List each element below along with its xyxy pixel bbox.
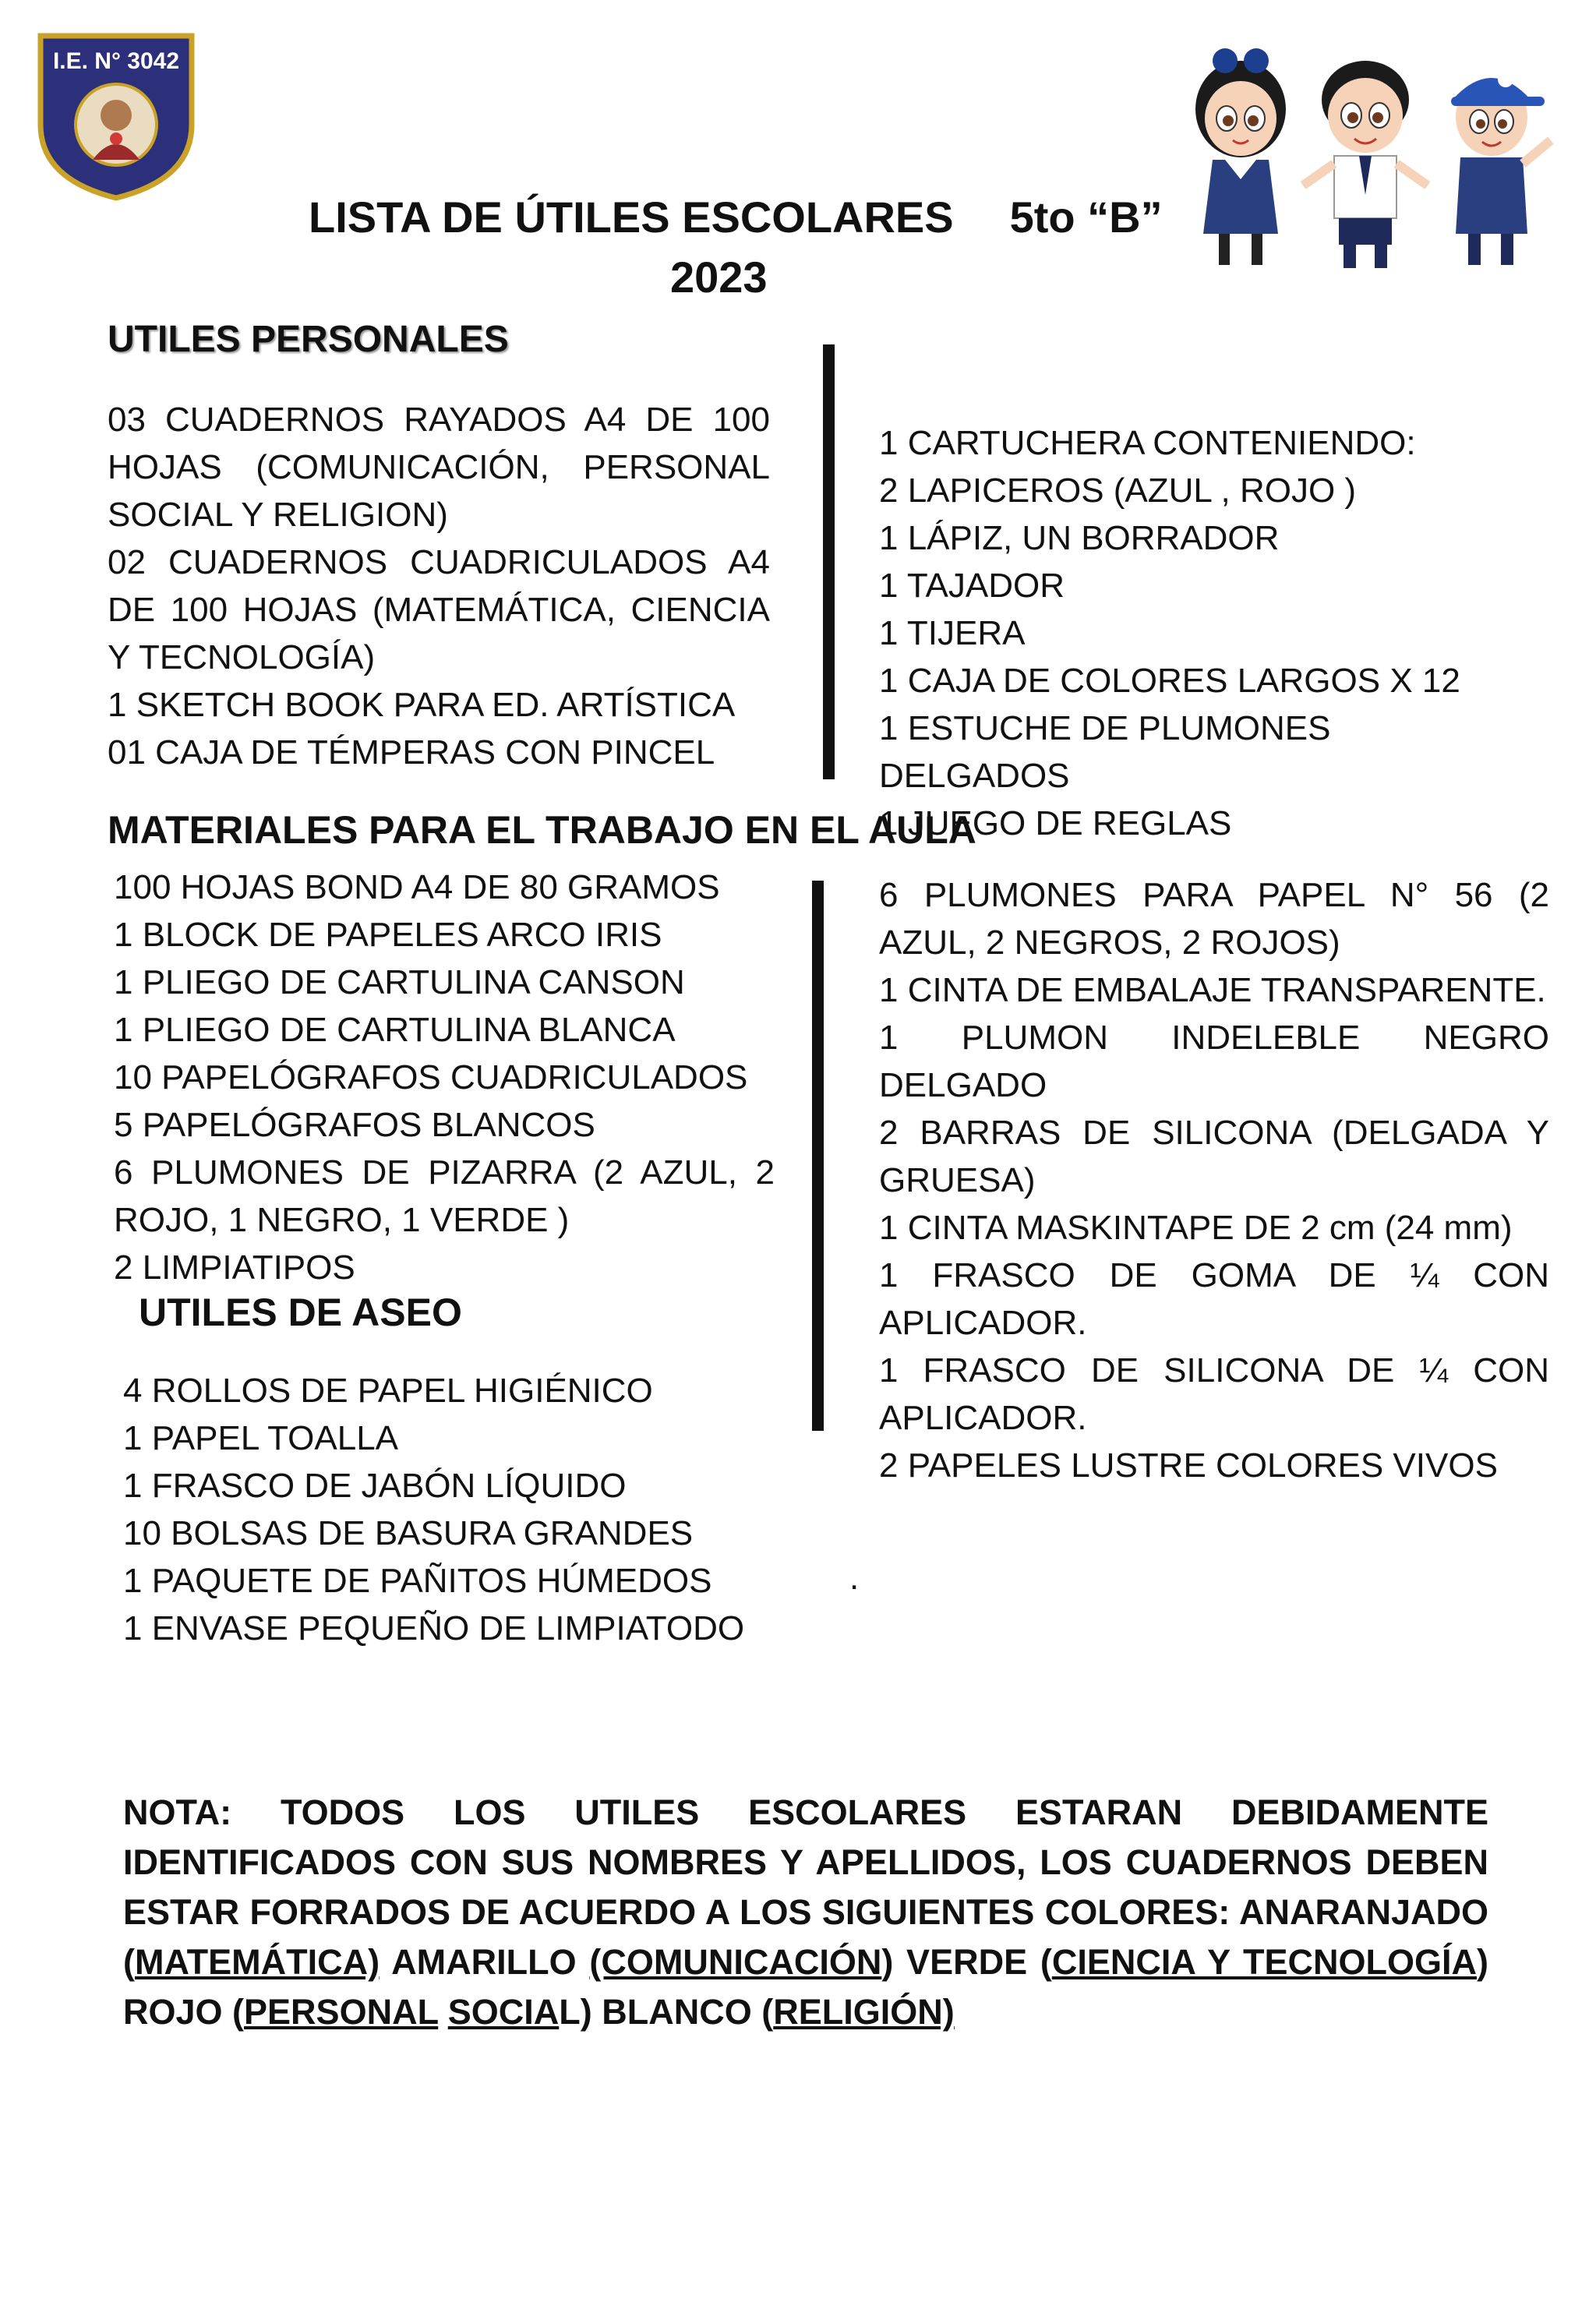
note-text: AMARILLO [380,1942,590,1982]
column-divider [823,344,835,779]
note-text: ) VERDE ( [881,1942,1052,1982]
note-underlined: SOCIA [447,1992,560,2032]
boy-figure [1303,61,1428,268]
list-item: 4 ROLLOS DE PAPEL HIGIÉNICO [123,1372,653,1410]
list-item: 1 LÁPIZ, UN BORRADOR [879,519,1280,557]
school-crest-logo [34,31,198,203]
list-item: 1 PLUMON INDELEBLE NEGRO DELGADO [879,1019,1549,1104]
list-item: 1 ENVASE PEQUEÑO DE LIMPIATODO [123,1609,745,1647]
list-item: 2 LIMPIATIPOS [114,1248,355,1287]
note-text: ) ROJO ( [123,1942,1489,2032]
list-item: 2 LAPICEROS (AZUL , ROJO ) [879,471,1357,510]
materials-list-right [879,871,1549,1489]
list-item: 1 PAPEL TOALLA [123,1419,399,1457]
section-heading-aseo: UTILES DE ASEO [139,1291,462,1334]
list-item: 1 CINTA MASKINTAPE DE 2 cm (24 mm) [879,1209,1513,1247]
title-text: LISTA DE ÚTILES ESCOLARES [309,192,954,242]
grade-label: 5to “B” [1009,192,1163,242]
note-underlined: MATEMÁTICA) [135,1942,380,1982]
note-underlined: (COMUNICACIÓN [589,1942,882,1982]
list-item: 10 BOLSAS DE BASURA GRANDES [123,1514,694,1552]
materials-list-left [114,863,775,1291]
list-item: 1 PLIEGO DE CARTULINA CANSON [114,963,685,1001]
column-divider [812,881,824,1431]
note-text [438,1992,448,2032]
girl-figure [1195,48,1286,265]
children-illustration [1178,47,1560,273]
list-item: 01 CAJA DE TÉMPERAS CON PINCEL [108,733,715,772]
list-item: 02 CUADERNOS CUADRICULADOS A4 DE 100 HOJAS (MATEMÁTICA, CIENCIA Y TECNOLOGÍA) [108,543,770,676]
boy-with-cap-figure [1451,72,1551,265]
personal-supplies-list-left [108,396,770,776]
list-item: 2 PAPELES LUSTRE COLORES VIVOS [879,1446,1498,1485]
list-item: 2 BARRAS DE SILICONA (DELGADA Y GRUESA) [879,1114,1549,1199]
section-heading-personal: UTILES PERSONALES [108,319,509,360]
list-item: 100 HOJAS BOND A4 DE 80 GRAMOS [114,868,720,906]
list-item: 1 PAQUETE DE PAÑITOS HÚMEDOS [123,1562,712,1600]
list-item: 1 CAJA DE COLORES LARGOS X 12 [879,662,1460,700]
list-item: 1 FRASCO DE JABÓN LÍQUIDO [123,1467,627,1505]
logo-text: I.E. N° 3042 [52,48,180,74]
list-item: 1 PLIEGO DE CARTULINA BLANCA [114,1011,676,1049]
note-paragraph [123,1788,1488,2037]
page-title [309,192,1163,242]
note-text: L) BLANCO ( [559,1992,774,2032]
list-item: 10 PAPELÓGRAFOS CUADRICULADOS [114,1058,748,1096]
list-item: 1 FRASCO DE GOMA DE ¼ CON APLICADOR. [879,1256,1549,1342]
year-label: 2023 [670,252,768,302]
list-item: 1 TIJERA [879,614,1026,652]
list-item: 1 FRASCO DE SILICONA DE ¼ CON APLICADOR. [879,1351,1549,1437]
note-text: NOTA: TODOS LOS UTILES ESCOLARES ESTARAN DEBIDAMENTE IDENTIFICADOS CON SUS NOMBRES Y APELLIDOS, LOS CUADERNOS DEBEN ESTAR FORRADOS DE ACUERDO A LOS SIGUIENTES COLORES: ANARANJADO ( [123,1792,1488,1982]
stray-dot: . [849,1559,860,1597]
section-heading-materials: MATERIALES PARA EL TRABAJO EN EL AULA [108,808,976,852]
cleaning-supplies-list [123,1367,778,1652]
list-item: 1 JUEGO DE REGLAS [879,804,1232,842]
note-underlined: CIENCIA Y TECNOLOGÍA [1051,1942,1478,1982]
note-underlined: PERSONAL [244,1992,439,2032]
list-item: 1 CINTA DE EMBALAJE TRANSPARENTE. [879,971,1546,1009]
personal-supplies-list-right [879,419,1526,847]
list-item: 1 ESTUCHE DE PLUMONES DELGADOS [879,709,1331,795]
list-item: 6 PLUMONES DE PIZARRA (2 AZUL, 2 ROJO, 1 NEGRO, 1 VERDE ) [114,1153,775,1239]
list-item: 1 CARTUCHERA CONTENIENDO: [879,424,1416,462]
list-item: 5 PAPELÓGRAFOS BLANCOS [114,1106,595,1144]
list-item: 6 PLUMONES PARA PAPEL N° 56 (2 AZUL, 2 NEGROS, 2 ROJOS) [879,876,1549,962]
list-item: 1 SKETCH BOOK PARA ED. ARTÍSTICA [108,686,736,724]
list-item: 1 BLOCK DE PAPELES ARCO IRIS [114,916,662,954]
note-underlined: RELIGIÓN) [773,1992,955,2032]
list-item: 03 CUADERNOS RAYADOS A4 DE 100 HOJAS (COMUNICACIÓN, PERSONAL SOCIAL Y RELIGION) [108,401,770,534]
list-item: 1 TAJADOR [879,567,1065,605]
